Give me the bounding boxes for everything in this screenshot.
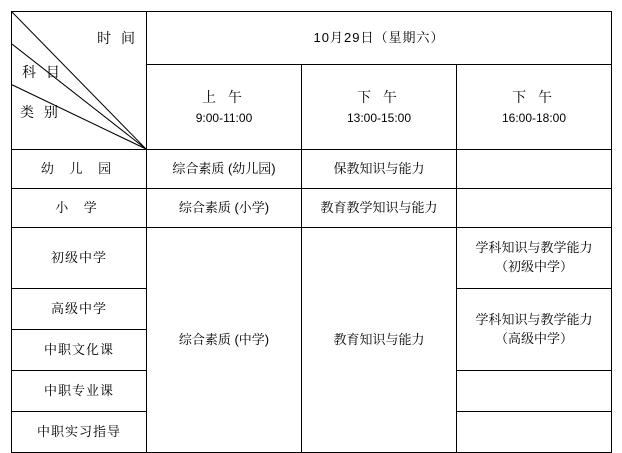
session-header-afternoon-2: 下 午 16:00-18:00 bbox=[457, 65, 612, 150]
row-label-junior-high: 初级中学 bbox=[12, 228, 147, 289]
row-label-vocational-specialty: 中职专业课 bbox=[12, 371, 147, 412]
table-row-primary bbox=[12, 189, 612, 228]
session-header-afternoon-1: 下 午 13:00-15:00 bbox=[302, 65, 457, 150]
session-header-morning: 上 午 9:00-11:00 bbox=[147, 65, 302, 150]
cell-senior-high-afternoon-2: 学科知识与教学能力 （高级中学） bbox=[457, 289, 612, 371]
row-label-vocational-culture: 中职文化课 bbox=[12, 330, 147, 371]
exam-schedule-table bbox=[11, 11, 612, 453]
cell-kindergarten-morning: 综合素质 (幼儿园) bbox=[147, 150, 302, 189]
table-header-row-date bbox=[12, 12, 612, 65]
table-row-kindergarten bbox=[12, 150, 612, 189]
corner-subject-label: 科 目 bbox=[22, 64, 63, 80]
cell-primary-morning: 综合素质 (小学) bbox=[147, 189, 302, 228]
cell-junior-high-afternoon-2: 学科知识与教学能力 （初级中学） bbox=[457, 228, 612, 289]
cell-kindergarten-afternoon-2 bbox=[457, 150, 612, 189]
cell-primary-afternoon-1: 教育教学知识与能力 bbox=[302, 189, 457, 228]
corner-time-label: 时 间 bbox=[97, 30, 138, 46]
table-row-junior-high bbox=[12, 228, 612, 289]
row-label-senior-high: 高级中学 bbox=[12, 289, 147, 330]
corner-category-label: 类 别 bbox=[20, 104, 61, 120]
cell-vocational-internship-afternoon-2 bbox=[457, 412, 612, 453]
cell-secondary-afternoon-1: 教育知识与能力 bbox=[302, 228, 457, 453]
cell-secondary-morning: 综合素质 (中学) bbox=[147, 228, 302, 453]
cell-primary-afternoon-2 bbox=[457, 189, 612, 228]
row-label-kindergarten: 幼 儿 园 bbox=[12, 150, 147, 189]
exam-date-cell: 10月29日（星期六） bbox=[147, 12, 612, 65]
cell-vocational-specialty-afternoon-2 bbox=[457, 371, 612, 412]
corner-header-cell bbox=[12, 12, 147, 150]
cell-kindergarten-afternoon-1: 保教知识与能力 bbox=[302, 150, 457, 189]
row-label-primary: 小 学 bbox=[12, 189, 147, 228]
row-label-vocational-internship: 中职实习指导 bbox=[12, 412, 147, 453]
